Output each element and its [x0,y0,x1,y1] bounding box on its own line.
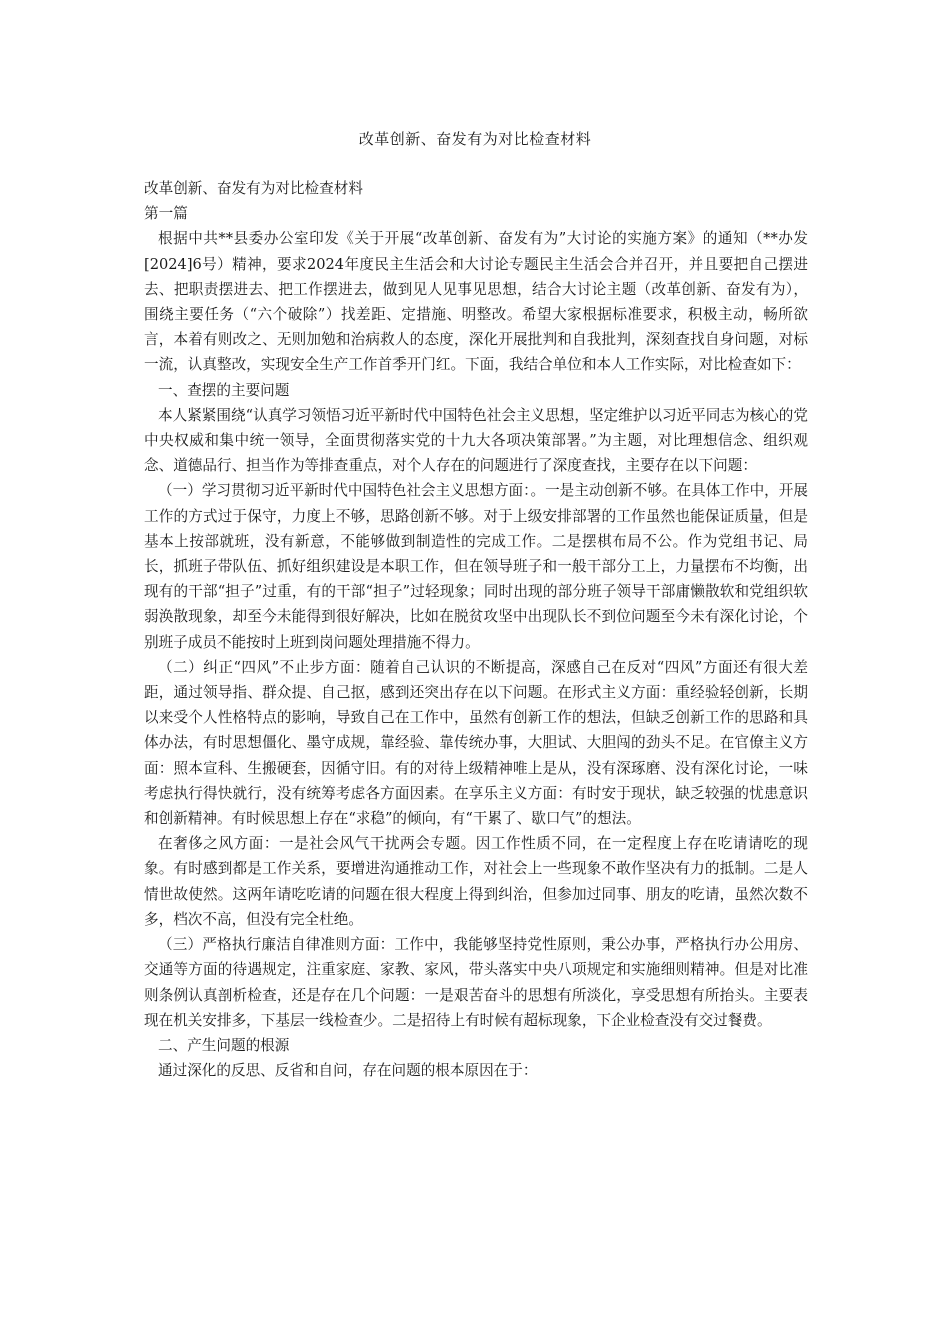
paragraph-item-3: （三）严格执行廉洁自律准则方面：工作中，我能够坚持党性原则，秉公办事，严格执行办公用房、交通等方面的待遇规定，注重家庭、家教、家风，带头落实中央八项规定和实施细则精神。但是对比准则条例认真剖析检查，还是存在几个问题：一是艰苦奋斗的思想有所淡化，享受思想有所抬头。主要表现在机关安排多，下基层一线检查少。二是招待上有时候有超标现象，下企业检查没有交过餐费。 [144,936,808,1029]
body-heading: 改革创新、奋发有为对比检查材料 [144,180,363,197]
document-body [144,176,808,1083]
paragraph-item-1: （一）学习贯彻习近平新时代中国特色社会主义思想方面：。一是主动创新不够。在具体工作中，开展工作的方式过于保守，力度上不够，思路创新不够。对于上级安排部署的工作虽然也能保证质量，但是基本上按部就班，没有新意，不能够做到制造性的完成工作。二是摆棋布局不公。作为党组书记、局长，抓班子带队伍、抓好组织建设是本职工作，但在领导班子和一般干部分工上，力量摆布不均衡，出现有的干部“担子”过重，有的干部“担子”过轻现象；同时出现的部分班子领导干部庸懒散软和党组织软弱涣散现象，却至今未能得到很好解决，比如在脱贫攻坚中出现队长不到位问题至今未有深化讨论，个别班子成员不能按时上班到岗问题处理措施不得力。 [144,482,808,651]
paragraph-item-2: （二）纠正“四风”不止步方面：随着自己认识的不断提高，深感自己在反对“四风”方面还有很大差距，通过领导指、群众提、自己抠，感到还突出存在以下问题。在形式主义方面：重经验轻创新，长期以来受个人性格特点的影响，导致自己在工作中，虽然有创新工作的想法，但缺乏创新工作的思路和具体办法，有时思想僵化、墨守成规，靠经验、靠传统办事，大胆试、大胆闯的劲头不足。在官僚主义方面：照本宣科、生搬硬套，因循守旧。有的对待上级精神唯上是从，没有深琢磨、没有深化讨论，一味考虑执行得快就行，没有统筹考虑各方面因素。在享乐主义方面：有时安于现状，缺乏较强的忧患意识和创新精神。有时候思想上存在“求稳”的倾向，有“干累了、歇口气”的想法。 [144,658,808,828]
paragraph-intro: 根据中共**县委办公室印发《关于开展“改革创新、奋发有为”大讨论的实施方案》的通知（**办发[2024]6号）精神，要求2024年度民主生活会和大讨论专题民主生活会合并召开，并且要把自己摆进去、把职责摆进去、把工作摆进去，做到见人见事见思想，结合大讨论主题（改革创新、奋发有为），围绕主要任务（“六个破除”）找差距、定措施、明整改。希望大家根据标准要求，积极主动，畅所欲言，本着有则改之、无则加勉和治病救人的态度，深化开展批判和自我批判，深刻查找自身问题，对标一流，认真整改，实现安全生产工作首季开门红。下面，我结合单位和本人工作实际，对比检查如下： [144,230,808,374]
paragraph-root-causes: 通过深化的反思、反省和自问，存在问题的根本原因在于： [158,1062,538,1080]
heading-root-causes: 二、产生问题的根源 [158,1036,290,1054]
section-label: 第一篇 [144,205,188,223]
paragraph-theme: 本人紧紧围绕“认真学习领悟习近平新时代中国特色社会主义思想，坚定维护以习近平同志为核心的党中央权威和集中统一领导，全面贯彻落实党的十九大各项决策部署。”为主题，对比理想信念、组织观念、道德品行、担当作为等排查重点，对个人存在的问题进行了深度查找，主要存在以下问题： [144,406,808,475]
heading-main-problems: 一、查摆的主要问题 [158,381,290,399]
paragraph-extravagance: 在奢侈之风方面：一是社会风气干扰两会专题。因工作性质不同，在一定程度上存在吃请请吃的现象。有时感到都是工作关系，要增进沟通推动工作，对社会上一些现象不敢作坚决有力的抵制。二是人情世故使然。这两年请吃吃请的问题在很大程度上得到纠治，但参加过同事、朋友的吃请，虽然次数不多，档次不高，但没有完全杜绝。 [144,835,808,928]
document-title: 改革创新、奋发有为对比检查材料 [358,130,592,148]
